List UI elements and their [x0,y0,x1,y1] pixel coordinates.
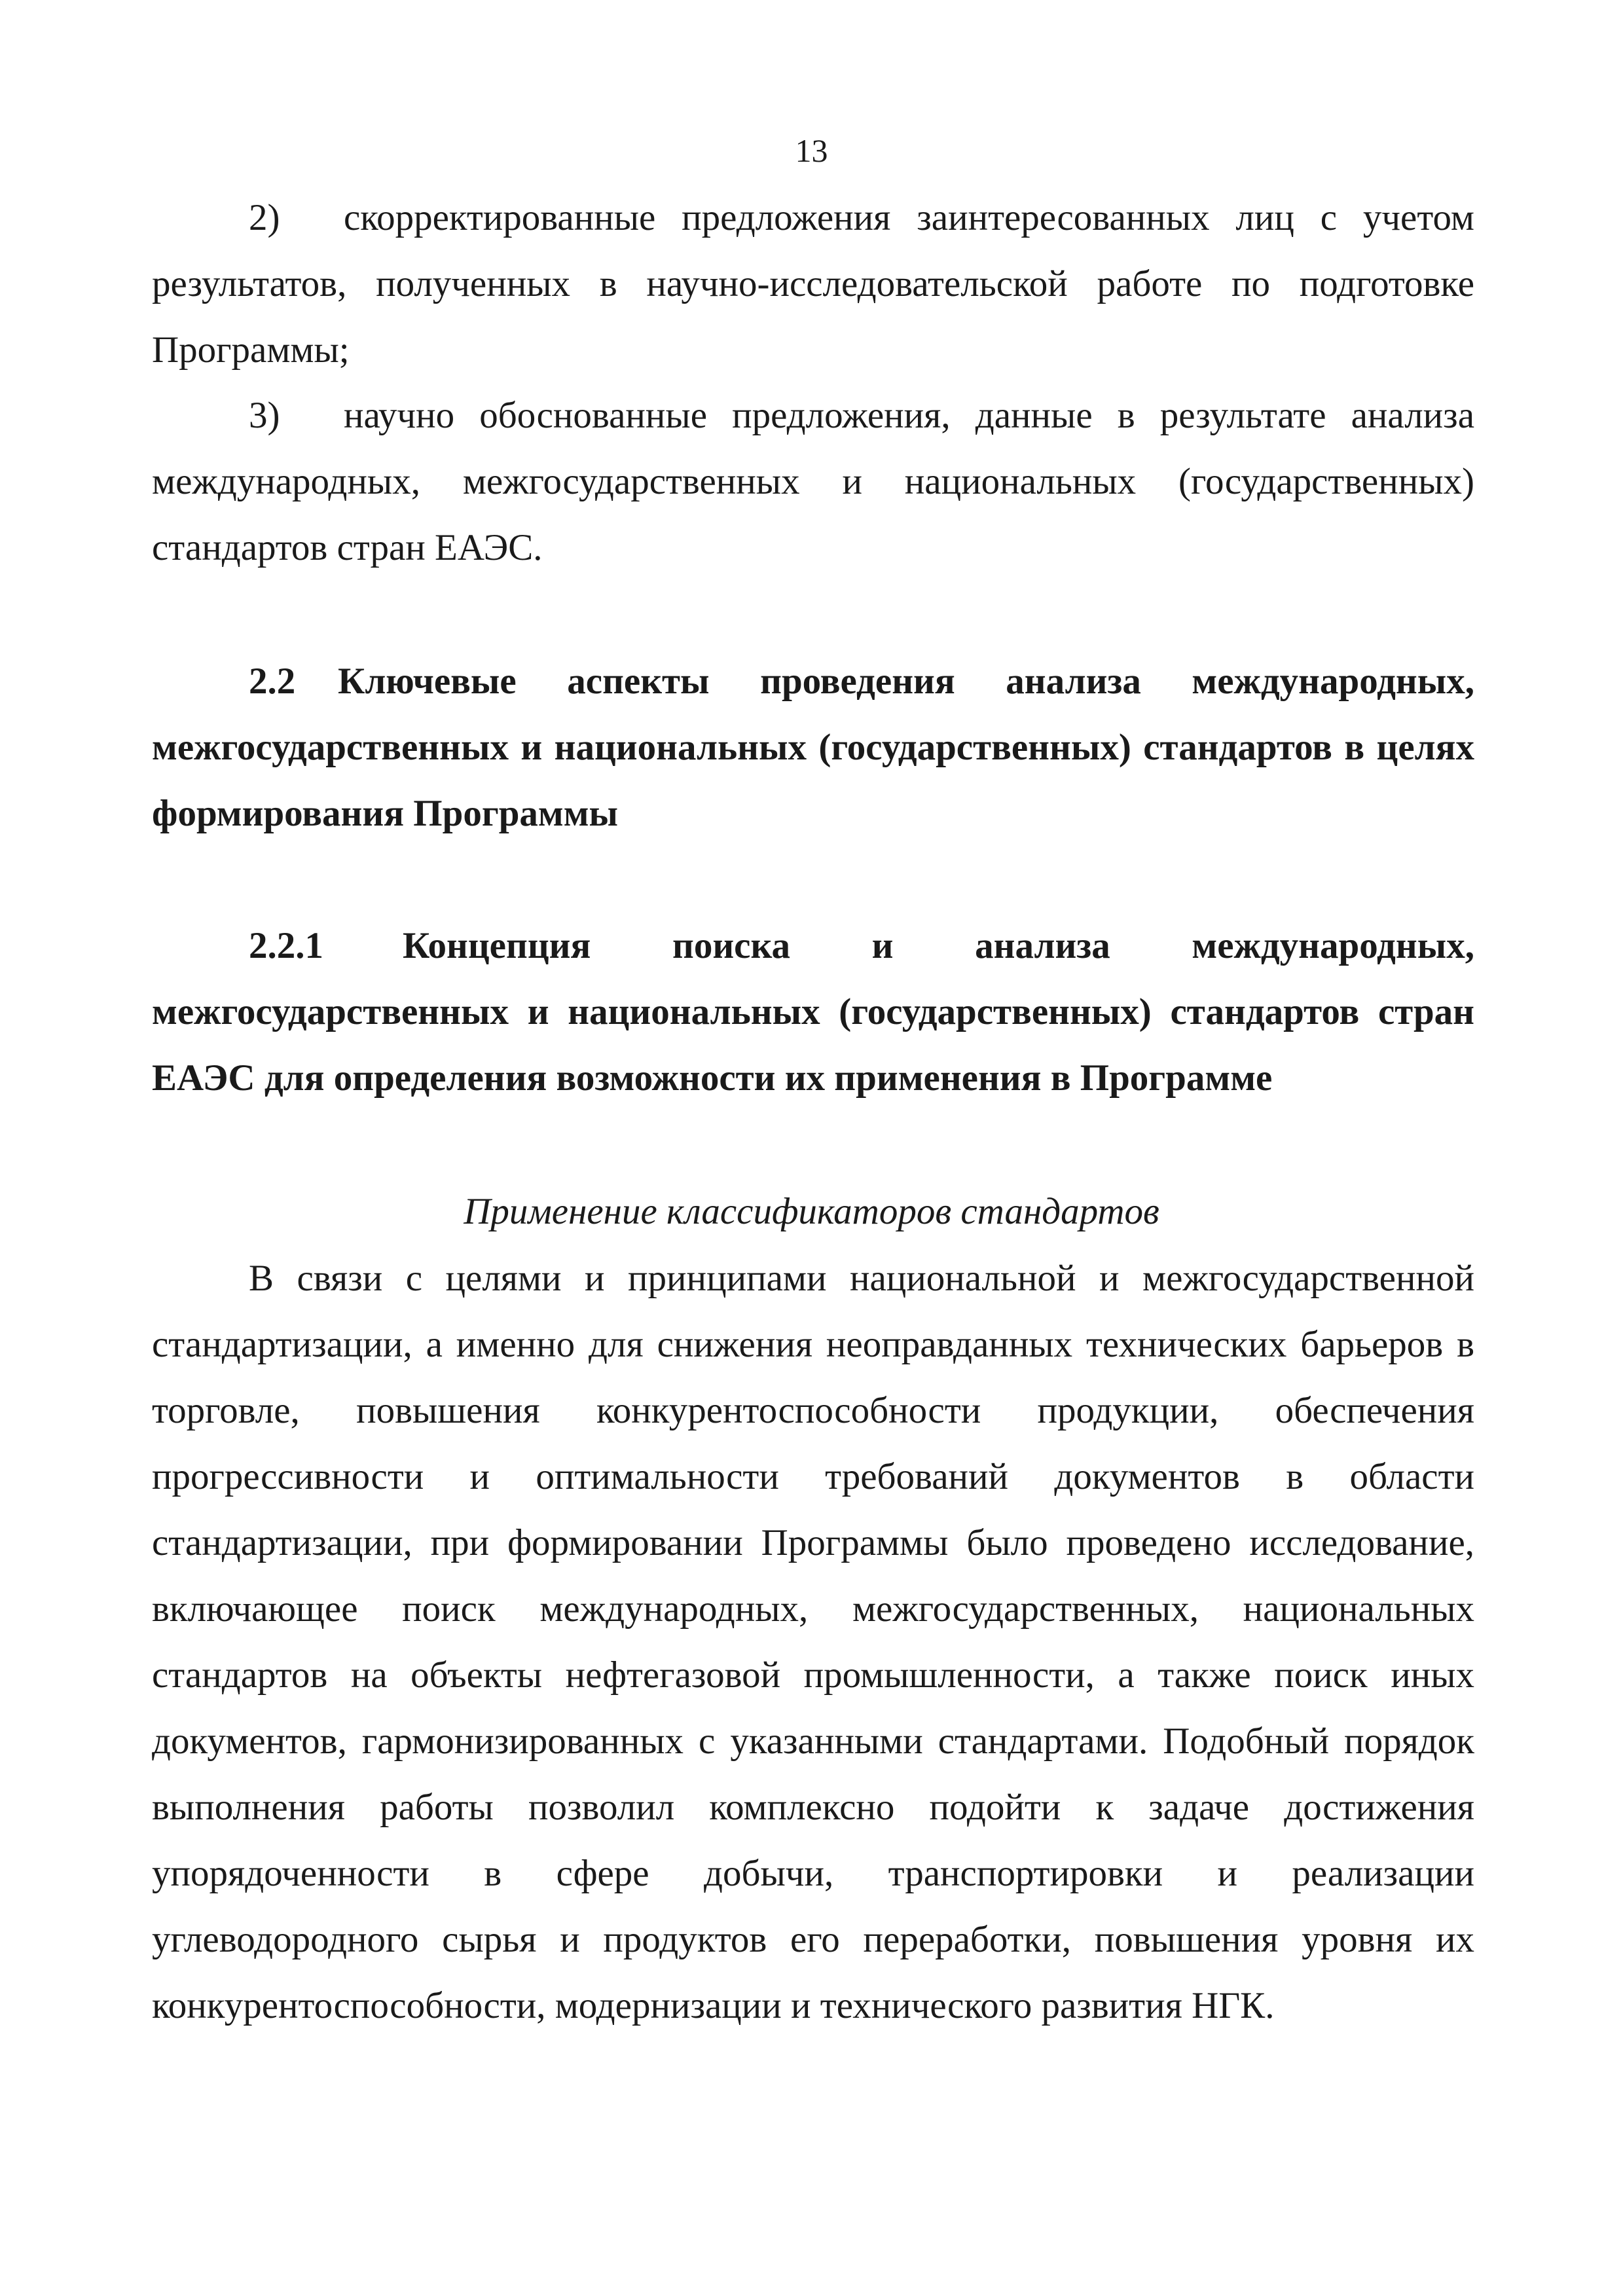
subsection-heading-text: Концепция поиска и анализа международных, межгосударственных и национальных (государственных) стандартов стран ЕАЭС для определения возможности их применения в Программе [152,925,1474,1099]
subsection-heading [152,913,1474,1111]
section-heading-text: Ключевые аспекты проведения анализа международных, межгосударственных и национальных (государственных) стандартов в целях формирования Программы [152,661,1474,834]
list-item-text: скорректированные предложения заинтересованных лиц с учетом результатов, полученных в научно-исследовательской работе по подготовке Программы; [152,197,1474,371]
list-item-3 [152,382,1474,581]
list-item-number: 3) [249,395,280,436]
body-paragraph: В связи с целями и принципами национальной и межгосударственной стандартизации, а именно для снижения неоправданных технических барьеров в торговле, повышения конкурентоспособности продукции, обеспечения прогрессивности и оптимальности требований документов в области стандартизации, при формировании Программы было проведено исследование, включающее поиск международных, межгосударственных, национальных стандартов на объекты нефтегазовой промышленности, а также поиск иных документов, гармонизированных с указанными стандартами. Подобный порядок выполнения работы позволил комплексно подойти к задаче достижения упорядоченности в сфере добычи, транспортировки и реализации углеводородного сырья и продуктов его переработки, повышения уровня их конкурентоспособности, модернизации и технического развития НГК. [152,1258,1474,2026]
subsection-heading-number: 2.2.1 [249,925,323,966]
page-number: 13 [795,132,828,169]
list-item-2 [152,185,1474,383]
section-heading [152,648,1474,847]
list-item-number: 2) [249,197,280,238]
italic-subheading: Применение классификаторов стандартов [464,1191,1159,1232]
list-item-text: научно обоснованные предложения, данные в результате анализа международных, межгосударственных и национальных (государственных) стандартов стран ЕАЭС. [152,395,1474,568]
section-heading-number: 2.2 [249,661,296,702]
